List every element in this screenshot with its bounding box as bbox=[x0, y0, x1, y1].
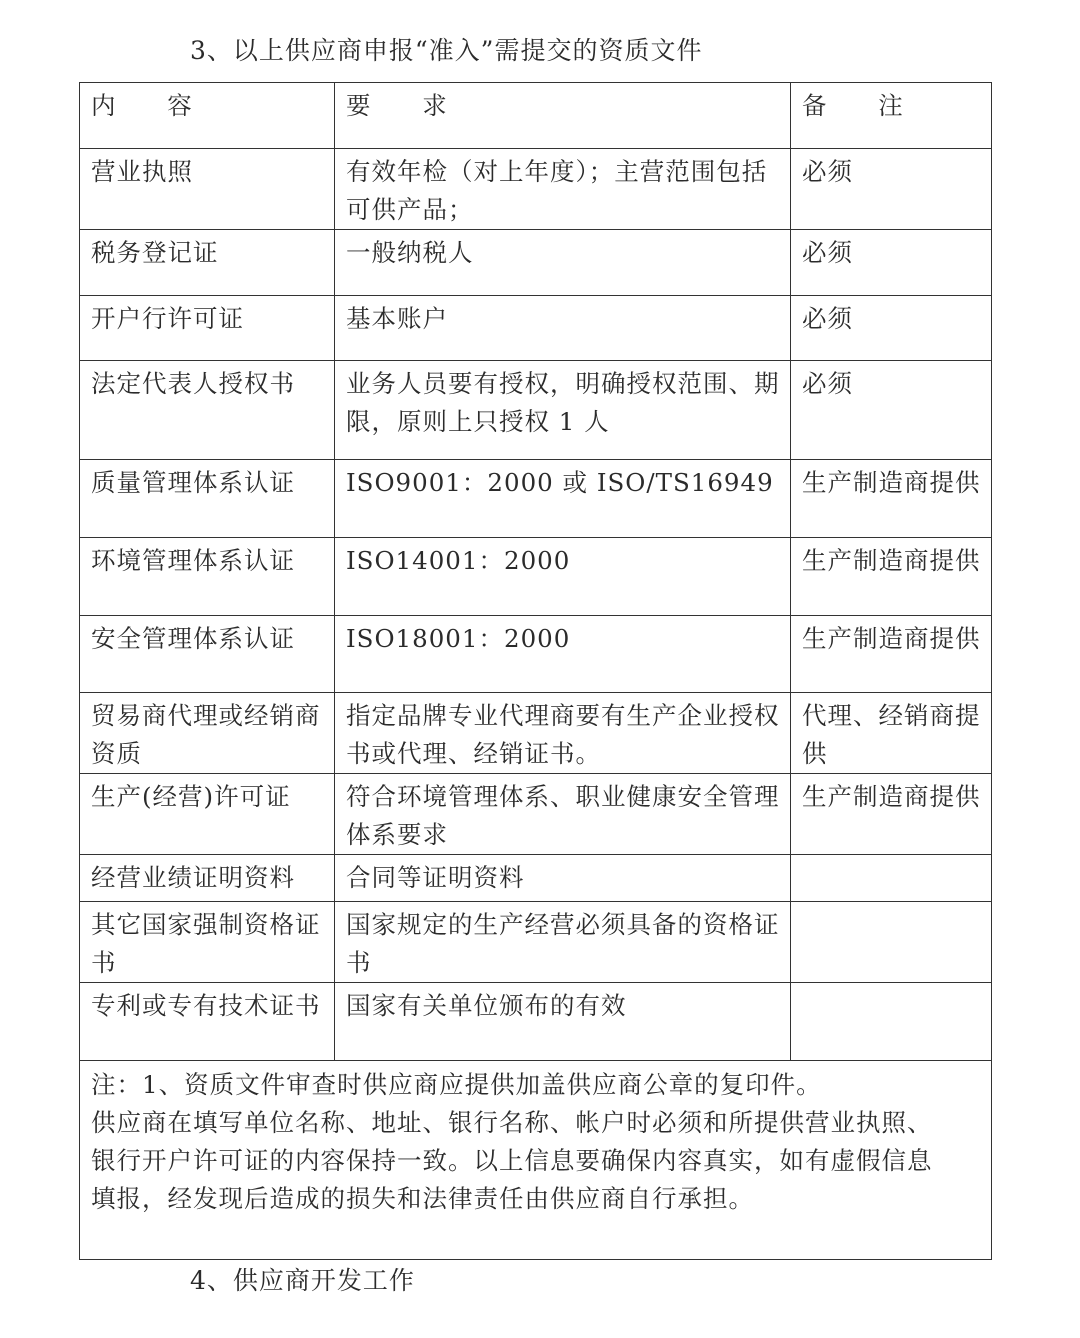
row-item-cell: 环境管理体系认证 bbox=[80, 538, 335, 616]
table-row bbox=[80, 361, 992, 460]
row-remark-cell: 生产制造商提供 bbox=[791, 460, 992, 538]
note-line: 供应商在填写单位名称、地址、银行名称、帐户时必须和所提供营业执照、 bbox=[91, 1108, 933, 1137]
note-row bbox=[80, 1061, 992, 1260]
row-remark-cell bbox=[791, 902, 992, 983]
table-row bbox=[80, 538, 992, 616]
table-header-row bbox=[80, 83, 992, 149]
row-item-cell: 经营业绩证明资料 bbox=[80, 855, 335, 902]
row-requirement-cell: 指定品牌专业代理商要有生产企业授权书或代理、经销证书。 bbox=[335, 693, 791, 774]
note-line: 银行开户许可证的内容保持一致。以上信息要确保内容真实，如有虚假信息 bbox=[91, 1146, 933, 1175]
row-remark-cell bbox=[791, 855, 992, 902]
row-item-cell: 专利或专有技术证书 bbox=[80, 983, 335, 1061]
row-remark-cell: 生产制造商提供 bbox=[791, 538, 992, 616]
row-item-cell: 开户行许可证 bbox=[80, 296, 335, 361]
row-item-cell: 营业执照 bbox=[80, 149, 335, 230]
row-item-cell: 税务登记证 bbox=[80, 230, 335, 296]
note-line: 填报，经发现后造成的损失和法律责任由供应商自行承担。 bbox=[91, 1184, 754, 1213]
table-row bbox=[80, 296, 992, 361]
row-item-cell: 贸易商代理或经销商资质 bbox=[80, 693, 335, 774]
row-item-cell: 生产(经营)许可证 bbox=[80, 774, 335, 855]
row-requirement-cell: 一般纳税人 bbox=[335, 230, 791, 296]
row-requirement-cell: 有效年检（对上年度）；主营范围包括可供产品； bbox=[335, 149, 791, 230]
row-remark-cell: 生产制造商提供 bbox=[791, 774, 992, 855]
row-item-cell: 其它国家强制资格证书 bbox=[80, 902, 335, 983]
row-requirement-cell: ISO14001：2000 bbox=[335, 538, 791, 616]
row-remark-cell: 代理、经销商提供 bbox=[791, 693, 992, 774]
table-row bbox=[80, 902, 992, 983]
table-row bbox=[80, 693, 992, 774]
row-item-cell: 安全管理体系认证 bbox=[80, 616, 335, 693]
row-requirement-cell: 业务人员要有授权，明确授权范围、期限，原则上只授权 1 人 bbox=[335, 361, 791, 460]
qualification-table bbox=[79, 82, 992, 1260]
table-row bbox=[80, 149, 992, 230]
row-requirement-cell: 基本账户 bbox=[335, 296, 791, 361]
row-remark-cell bbox=[791, 983, 992, 1061]
row-requirement-cell: 国家规定的生产经营必须具备的资格证书 bbox=[335, 902, 791, 983]
table-row bbox=[80, 774, 992, 855]
table-row bbox=[80, 855, 992, 902]
row-item-cell: 法定代表人授权书 bbox=[80, 361, 335, 460]
table-row bbox=[80, 460, 992, 538]
row-remark-cell: 必须 bbox=[791, 296, 992, 361]
row-remark-cell: 必须 bbox=[791, 361, 992, 460]
section-heading-3: 3、以上供应商申报“准入”需提交的资质文件 bbox=[190, 36, 703, 65]
header-content: 内 容 bbox=[80, 83, 335, 149]
row-requirement-cell: 符合环境管理体系、职业健康安全管理体系要求 bbox=[335, 774, 791, 855]
row-item-cell: 质量管理体系认证 bbox=[80, 460, 335, 538]
header-requirement: 要 求 bbox=[335, 83, 791, 149]
row-requirement-cell: 合同等证明资料 bbox=[335, 855, 791, 902]
row-remark-cell: 必须 bbox=[791, 230, 992, 296]
header-remark: 备 注 bbox=[791, 83, 992, 149]
row-remark-cell: 必须 bbox=[791, 149, 992, 230]
table-row bbox=[80, 616, 992, 693]
table-row bbox=[80, 983, 992, 1061]
row-requirement-cell: ISO18001：2000 bbox=[335, 616, 791, 693]
note-cell bbox=[80, 1061, 992, 1260]
row-requirement-cell: 国家有关单位颁布的有效 bbox=[335, 983, 791, 1061]
row-requirement-cell: ISO9001：2000 或 ISO/TS16949 bbox=[335, 460, 791, 538]
note-line: 注：1、资质文件审查时供应商应提供加盖供应商公章的复印件。 bbox=[91, 1070, 822, 1099]
row-remark-cell: 生产制造商提供 bbox=[791, 616, 992, 693]
section-heading-4: 4、供应商开发工作 bbox=[190, 1266, 415, 1295]
table-row bbox=[80, 230, 992, 296]
